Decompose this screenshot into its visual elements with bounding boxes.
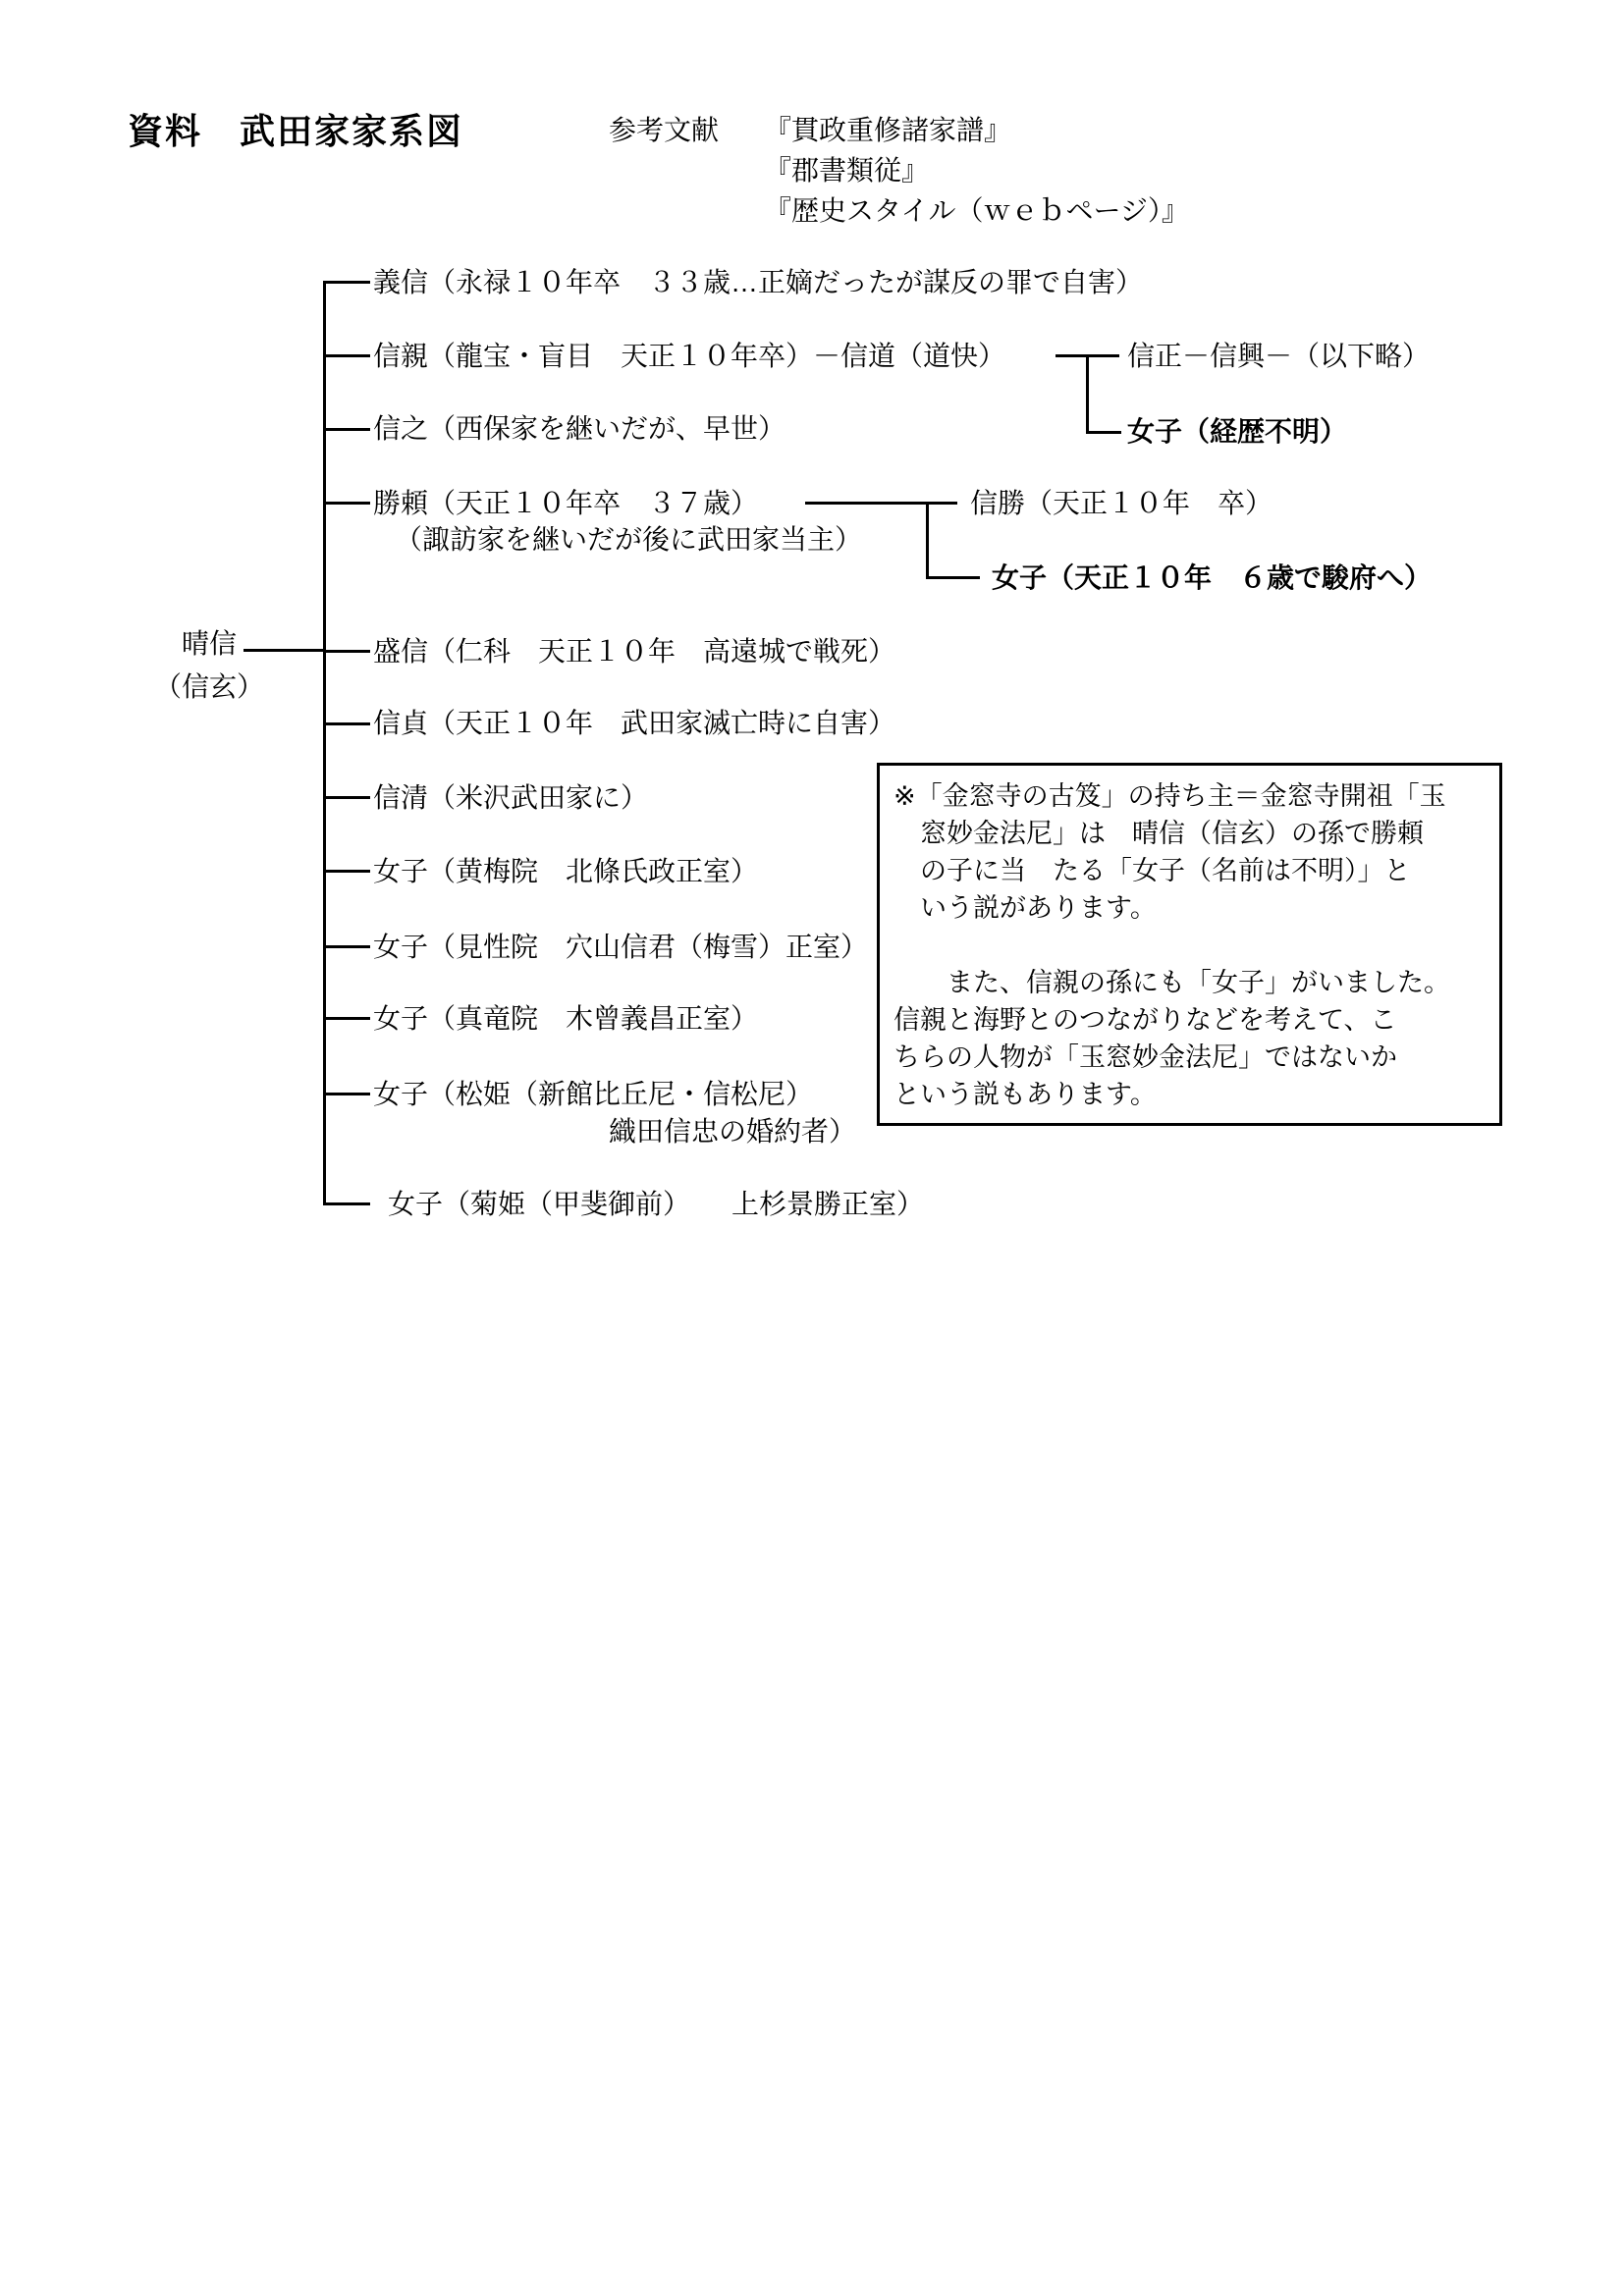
branch-stub [324,1017,370,1020]
note-line: ちらの人物が「玉窓妙金法尼」ではないか [893,1042,1397,1072]
person-label: 信勝（天正１０年 卒） [970,488,1273,518]
sub-branch-line [1086,431,1121,434]
person-label: 義信（永禄１０年卒 ３３歳…正嫡だったが謀反の罪で自害） [373,267,1144,297]
reference-item: 『郡書類従』 [764,155,930,186]
person-label: 信正－信興－（以下略） [1127,341,1431,371]
reference-item: 『歴史スタイル（ｗｅｂページ）』 [764,195,1189,226]
person-label: 女子（真竜院 木曾義昌正室） [373,1003,759,1034]
branch-stub [324,354,370,357]
person-label: 信清（米沢武田家に） [373,782,649,813]
root-connector-line [244,649,324,652]
branch-stub [324,1093,370,1095]
note-box [877,763,1502,1126]
person-label: 勝頼（天正１０年卒 ３７歳） [373,488,759,518]
person-label: 女子（天正１０年 ６歳で駿府へ） [992,562,1433,593]
sub-branch-line [926,576,980,579]
sub-branch-line [805,502,957,505]
note-line: ※「金窓寺の古笈」の持ち主＝金窓寺開祖「玉 [893,781,1446,811]
person-label: 信貞（天正１０年 武田家滅亡時に自害） [373,708,896,738]
person-label: 信之（西保家を継いだが、早世） [373,413,786,444]
sub-branch-line [926,502,929,579]
note-line: 窓妙金法尼」は 晴信（信玄）の孫で勝頼 [893,819,1424,848]
person-label: 女子（松姫（新館比丘尼・信松尼） [373,1079,814,1109]
page-title: 資料 武田家家系図 [128,111,464,151]
person-label: 女子（経歴不明） [1127,416,1348,447]
branch-stub [324,281,370,284]
root-name: 晴信 [181,628,237,659]
reference-item: 『貫政重修諸家譜』 [764,115,1012,145]
person-label: 女子（見性院 穴山信君（梅雪）正室） [373,932,869,962]
branch-stub [324,796,370,799]
branch-stub [324,428,370,431]
person-sublabel: （諏訪家を継いだが後に武田家当主） [395,524,863,555]
person-sublabel: 織田信忠の婚約者） [609,1116,857,1147]
branch-stub [324,502,370,505]
sub-branch-line [1086,354,1089,434]
note-line: また、信親の孫にも「女子」がいました。 [893,968,1450,997]
note-line: 信親と海野とのつながりなどを考えて、こ [893,1005,1397,1035]
note-line: の子に当 たる「女子（名前は不明）」と [893,856,1411,885]
branch-stub [324,870,370,873]
references-label: 参考文献 [609,115,720,145]
branch-stub [324,722,370,725]
note-line: という説もあります。 [893,1080,1157,1109]
root-alias: （信玄） [153,671,264,702]
root-person [126,622,293,709]
person-label: 盛信（仁科 天正１０年 高遠城で戦死） [373,636,896,667]
branch-stub [324,1202,370,1205]
note-line [893,927,1486,964]
tree-trunk-line [323,281,326,1205]
person-label: 女子（黄梅院 北條氏政正室） [373,856,759,886]
person-label: 信親（龍宝・盲目 天正１０年卒）－信道（道快） [373,341,1006,371]
note-line: いう説があります。 [893,893,1157,923]
branch-stub [324,650,370,653]
person-label: 女子（菊姫（甲斐御前） 上杉景勝正室） [388,1189,925,1219]
branch-stub [324,945,370,948]
